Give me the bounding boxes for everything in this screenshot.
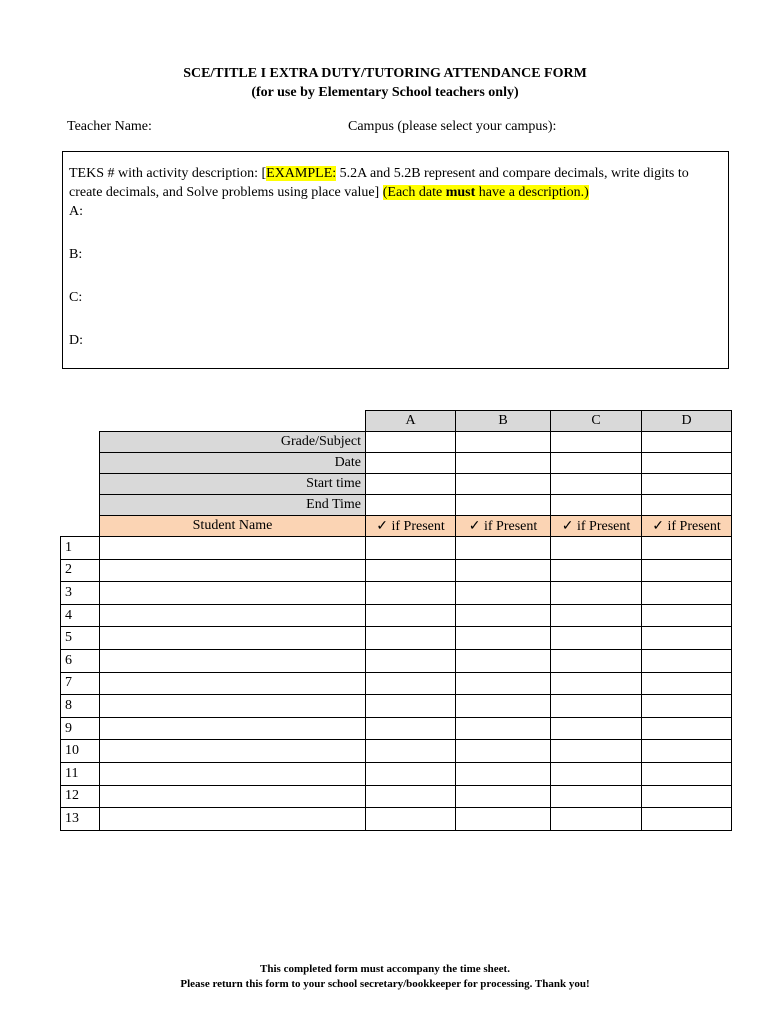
present-cell-d[interactable]: [642, 808, 732, 831]
student-name-cell[interactable]: [100, 627, 366, 650]
present-cell-c[interactable]: [551, 717, 642, 740]
footer-line-1: This completed form must accompany the time sheet.: [260, 963, 510, 975]
student-rows: [61, 537, 732, 831]
date-label: Date: [100, 453, 366, 474]
present-cell-c[interactable]: [551, 740, 642, 763]
end-time-cell-a[interactable]: [366, 495, 456, 516]
student-name-cell[interactable]: [100, 785, 366, 808]
present-cell-d[interactable]: [642, 649, 732, 672]
present-cell-a[interactable]: [366, 672, 456, 695]
form-title: SCE/TITLE I EXTRA DUTY/TUTORING ATTENDANCE FORM: [183, 66, 587, 81]
student-row: [61, 717, 732, 740]
present-cell-c[interactable]: [551, 672, 642, 695]
present-header-b: ✓ if Present: [456, 516, 551, 537]
student-header-row: [61, 516, 732, 537]
present-cell-b[interactable]: [456, 717, 551, 740]
present-cell-c[interactable]: [551, 649, 642, 672]
present-cell-c[interactable]: [551, 559, 642, 582]
present-cell-b[interactable]: [456, 582, 551, 605]
present-cell-c[interactable]: [551, 785, 642, 808]
student-name-cell[interactable]: [100, 649, 366, 672]
row-number: 5: [61, 627, 100, 650]
teacher-name-label: Teacher Name:: [67, 119, 152, 134]
present-cell-d[interactable]: [642, 717, 732, 740]
row-number: 9: [61, 717, 100, 740]
present-cell-a[interactable]: [366, 559, 456, 582]
date-cell-b[interactable]: [456, 453, 551, 474]
grade-subject-cell-b[interactable]: [456, 432, 551, 453]
student-row: [61, 604, 732, 627]
start-time-cell-d[interactable]: [642, 474, 732, 495]
student-row: [61, 740, 732, 763]
present-cell-a[interactable]: [366, 604, 456, 627]
present-cell-b[interactable]: [456, 537, 551, 560]
present-cell-b[interactable]: [456, 672, 551, 695]
present-cell-a[interactable]: [366, 808, 456, 831]
date-cell-c[interactable]: [551, 453, 642, 474]
present-cell-d[interactable]: [642, 740, 732, 763]
end-time-cell-c[interactable]: [551, 495, 642, 516]
end-time-cell-b[interactable]: [456, 495, 551, 516]
present-cell-a[interactable]: [366, 627, 456, 650]
row-number: 6: [61, 649, 100, 672]
start-time-cell-b[interactable]: [456, 474, 551, 495]
student-name-cell[interactable]: [100, 604, 366, 627]
teks-example-text: 5.2A and 5.2B represent and compare decimals, write digits to create decimals, and Solve problems using place value]: [69, 166, 689, 200]
date-cell-d[interactable]: [642, 453, 732, 474]
column-header-a: A: [366, 411, 456, 432]
student-name-cell[interactable]: [100, 762, 366, 785]
student-name-cell[interactable]: [100, 695, 366, 718]
teks-example-label: EXAMPLE:: [266, 166, 337, 181]
attendance-table: [60, 410, 732, 831]
teks-item-b: B:: [69, 247, 83, 262]
row-number: 3: [61, 582, 100, 605]
student-row: [61, 695, 732, 718]
teks-item-d: D:: [69, 333, 83, 348]
present-cell-c[interactable]: [551, 695, 642, 718]
grade-subject-label: Grade/Subject: [100, 432, 366, 453]
row-number: 12: [61, 785, 100, 808]
present-cell-d[interactable]: [642, 672, 732, 695]
present-cell-d[interactable]: [642, 695, 732, 718]
row-number: 10: [61, 740, 100, 763]
row-number: 13: [61, 808, 100, 831]
row-number: 8: [61, 695, 100, 718]
student-row: [61, 537, 732, 560]
grade-subject-cell-c[interactable]: [551, 432, 642, 453]
student-name-cell[interactable]: [100, 808, 366, 831]
grade-subject-cell-d[interactable]: [642, 432, 732, 453]
start-time-label: Start time: [100, 474, 366, 495]
present-cell-a[interactable]: [366, 582, 456, 605]
present-cell-d[interactable]: [642, 582, 732, 605]
start-time-cell-a[interactable]: [366, 474, 456, 495]
present-cell-a[interactable]: [366, 785, 456, 808]
present-cell-d[interactable]: [642, 559, 732, 582]
footer-line-2: Please return this form to your school secretary/bookkeeper for processing. Thank you!: [180, 978, 590, 990]
student-row: [61, 649, 732, 672]
campus-label: Campus (please select your campus):: [348, 119, 557, 134]
student-name-cell[interactable]: [100, 717, 366, 740]
student-row: [61, 559, 732, 582]
student-row: [61, 808, 732, 831]
present-cell-d[interactable]: [642, 785, 732, 808]
row-number: 11: [61, 762, 100, 785]
student-row: [61, 785, 732, 808]
column-header-c: C: [551, 411, 642, 432]
end-time-label: End Time: [100, 495, 366, 516]
present-cell-d[interactable]: [642, 537, 732, 560]
present-cell-b[interactable]: [456, 695, 551, 718]
end-time-cell-d[interactable]: [642, 495, 732, 516]
present-cell-b[interactable]: [456, 649, 551, 672]
present-cell-b[interactable]: [456, 604, 551, 627]
column-header-b: B: [456, 411, 551, 432]
student-name-cell[interactable]: [100, 537, 366, 560]
present-header-d: ✓ if Present: [642, 516, 732, 537]
row-number: 7: [61, 672, 100, 695]
row-number: 2: [61, 559, 100, 582]
present-cell-a[interactable]: [366, 649, 456, 672]
present-cell-a[interactable]: [366, 717, 456, 740]
present-cell-c[interactable]: [551, 808, 642, 831]
present-cell-a[interactable]: [366, 695, 456, 718]
teks-item-c: C:: [69, 290, 83, 305]
column-header-row: [61, 411, 732, 432]
student-row: [61, 582, 732, 605]
student-name-header: Student Name: [100, 516, 366, 537]
footer: [0, 962, 770, 992]
present-cell-d[interactable]: [642, 604, 732, 627]
student-name-cell[interactable]: [100, 559, 366, 582]
present-cell-c[interactable]: [551, 537, 642, 560]
present-cell-c[interactable]: [551, 604, 642, 627]
start-time-row: [61, 474, 732, 495]
row-number: 1: [61, 537, 100, 560]
present-cell-a[interactable]: [366, 762, 456, 785]
column-header-d: D: [642, 411, 732, 432]
form-subtitle: (for use by Elementary School teachers only): [251, 85, 519, 100]
grade-subject-row: [61, 432, 732, 453]
student-name-cell[interactable]: [100, 740, 366, 763]
present-header-a: ✓ if Present: [366, 516, 456, 537]
present-cell-a[interactable]: [366, 537, 456, 560]
present-cell-b[interactable]: [456, 740, 551, 763]
present-cell-b[interactable]: [456, 559, 551, 582]
present-cell-b[interactable]: [456, 762, 551, 785]
teks-description-box: [62, 151, 729, 369]
teks-item-a: A:: [69, 204, 83, 219]
student-name-cell[interactable]: [100, 672, 366, 695]
present-cell-b[interactable]: [456, 785, 551, 808]
start-time-cell-c[interactable]: [551, 474, 642, 495]
grade-subject-cell-a[interactable]: [366, 432, 456, 453]
end-time-row: [61, 495, 732, 516]
present-cell-a[interactable]: [366, 740, 456, 763]
present-cell-b[interactable]: [456, 627, 551, 650]
present-header-c: ✓ if Present: [551, 516, 642, 537]
student-row: [61, 762, 732, 785]
present-cell-c[interactable]: [551, 627, 642, 650]
teks-intro: TEKS # with activity description: [: [69, 166, 267, 181]
date-cell-a[interactable]: [366, 453, 456, 474]
row-number: 4: [61, 604, 100, 627]
present-cell-d[interactable]: [642, 627, 732, 650]
present-cell-c[interactable]: [551, 762, 642, 785]
student-name-cell[interactable]: [100, 582, 366, 605]
present-cell-d[interactable]: [642, 762, 732, 785]
date-row: [61, 453, 732, 474]
present-cell-b[interactable]: [456, 808, 551, 831]
student-row: [61, 627, 732, 650]
teks-instructions: [69, 164, 722, 202]
form-title-block: [0, 64, 770, 102]
teks-note: (Each date must have a description.): [382, 185, 589, 200]
present-cell-c[interactable]: [551, 582, 642, 605]
student-row: [61, 672, 732, 695]
